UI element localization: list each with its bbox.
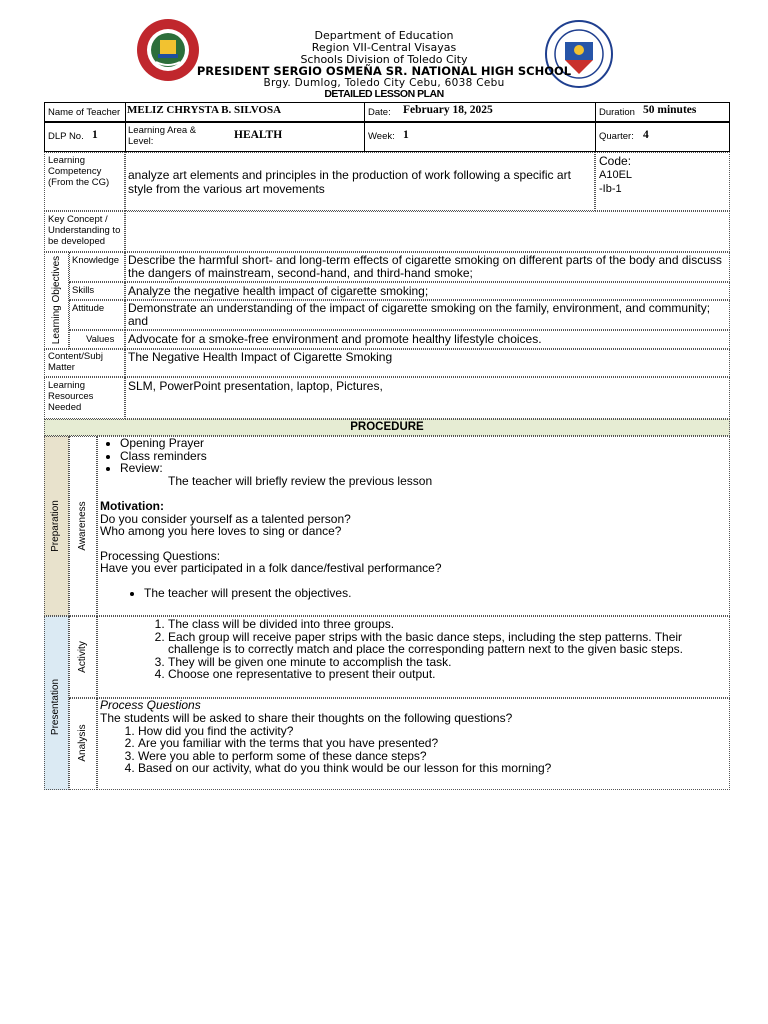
duration-label: Duration	[599, 107, 635, 118]
objective-knowledge-label: Knowledge	[72, 255, 120, 266]
quarter-divider	[595, 122, 596, 152]
analysis-intro: The students will be asked to share their thoughts on the following questions?	[100, 711, 513, 725]
dlp-value: 1	[92, 129, 98, 141]
spacer	[98, 538, 728, 550]
processing-title: Processing Questions:	[100, 548, 221, 563]
spacer	[98, 575, 728, 587]
dlp-label: DLP No.	[48, 131, 84, 142]
resources-label: Learning Resources Needed	[48, 380, 94, 413]
opening-item: • Opening Prayer	[120, 437, 728, 450]
date-value: February 18, 2025	[403, 104, 493, 116]
objective-skills-label: Skills	[72, 285, 95, 296]
objective-list	[98, 587, 728, 600]
procedure-title: PROCEDURE	[350, 421, 424, 433]
date-label: Date:	[368, 107, 391, 118]
activity-item: 1. The class will be divided into three groups.	[168, 618, 728, 631]
objective-item: • The teacher will present the objectives.	[144, 587, 728, 600]
region-name: Region VII-Central Visayas	[311, 41, 457, 54]
analysis-item: 1. How did you find the activity?	[138, 725, 728, 738]
objective-attitude-text: Demonstrate an understanding of the impact of cigarette smoking on the family, environment, and community; and	[128, 302, 711, 328]
motivation-title: Motivation:	[100, 498, 164, 513]
competency-text: analyze art elements and principles in the production of work following a specific art style from the various art movements	[128, 168, 571, 196]
opening-list	[98, 437, 728, 475]
activity-label: Activity	[77, 641, 88, 673]
presentation-label: Presentation	[50, 678, 61, 736]
objectives-group-label: Learning Objectives	[51, 255, 62, 345]
area-label: Learning Area & Level:	[128, 125, 197, 147]
analysis-item: 2. Are you familiar with the terms that you have presented?	[138, 737, 728, 750]
processing-line: Have you ever participated in a folk dance/festival performance?	[100, 561, 442, 575]
area-value: HEALTH	[234, 129, 283, 141]
teacher-name: MELIZ CHRYSTA B. SILVOSA	[127, 104, 282, 116]
objective-skills-text: Analyze the negative health impact of cigarette smoking;	[128, 284, 429, 298]
teacher-divider	[125, 102, 126, 122]
opening-item: • Review:	[120, 462, 728, 475]
area-divider	[125, 122, 126, 152]
school-address: Brgy. Dumlog, Toledo City Cebu, 6038 Cebu	[263, 77, 505, 89]
duration-divider	[595, 102, 596, 122]
department-name: Department of Education	[314, 29, 454, 42]
week-divider	[364, 122, 365, 152]
awareness-content	[98, 437, 728, 615]
activity-item: 3. They will be given one minute to accomplish the task.	[168, 656, 728, 669]
week-value: 1	[403, 129, 409, 141]
analysis-item: 3. Were you able to perform some of these dance steps?	[138, 750, 728, 763]
duration-value: 50 minutes	[643, 104, 697, 116]
activity-content	[98, 618, 728, 696]
preparation-label: Preparation	[50, 500, 61, 552]
objective-attitude-label: Attitude	[72, 303, 105, 314]
analysis-title: Process Questions	[100, 699, 201, 712]
activity-item: 4. Choose one representative to present their output.	[168, 668, 728, 681]
spacer	[98, 488, 728, 500]
motivation-line: Who among you here loves to sing or dance?	[100, 524, 342, 538]
objective-values-text: Advocate for a smoke-free environment and promote healthy lifestyle choices.	[128, 332, 542, 346]
date-divider	[364, 102, 365, 122]
resources-text: SLM, PowerPoint presentation, laptop, Pictures,	[128, 379, 383, 393]
quarter-label: Quarter:	[599, 131, 634, 142]
opening-item: • Class reminders	[120, 450, 728, 463]
competency-label: Learning Competency (From the CG)	[48, 155, 110, 188]
activity-item: 2. Each group will receive paper strips with the basic dance steps, including the step patterns. Their challenge is to correctly match and place the corresponding pattern next to the given basic steps.	[168, 631, 728, 656]
analysis-list	[98, 725, 728, 775]
code-label: Code:	[599, 154, 632, 168]
activity-list	[98, 618, 728, 681]
objective-knowledge-text: Describe the harmful short- and long-term effects of cigarette smoking on different parts of the body and discuss the dangers of mainstream, second-hand, and third-hand smoke;	[128, 254, 722, 280]
content-text: The Negative Health Impact of Cigarette Smoking	[128, 350, 393, 364]
school-name: PRESIDENT SERGIO OSMEÑA SR. NATIONAL HIGH SCHOOL	[196, 64, 572, 78]
analysis-content	[98, 699, 728, 789]
division-name: Schools Division of Toledo City	[300, 53, 468, 66]
week-label: Week:	[368, 131, 395, 142]
key-concept-text	[128, 214, 726, 250]
key-concept-label: Key Concept / Understanding to be developed	[48, 214, 121, 247]
analysis-label: Analysis	[77, 724, 88, 762]
motivation-line: Do you consider yourself as a talented person?	[100, 511, 351, 526]
content-label: Content/Subj Matter	[48, 351, 103, 373]
quarter-value: 4	[643, 129, 649, 141]
document-title: DETAILED LESSON PLAN	[324, 88, 444, 100]
code-value: A10EL -Ib-1	[599, 169, 633, 195]
awareness-label: Awareness	[77, 501, 88, 551]
analysis-item: 4. Based on our activity, what do you think would be our lesson for this morning?	[138, 762, 728, 775]
objective-values-label: Values	[86, 334, 115, 345]
teacher-label: Name of Teacher	[48, 107, 121, 118]
review-text: The teacher will briefly review the previous lesson	[168, 473, 433, 488]
